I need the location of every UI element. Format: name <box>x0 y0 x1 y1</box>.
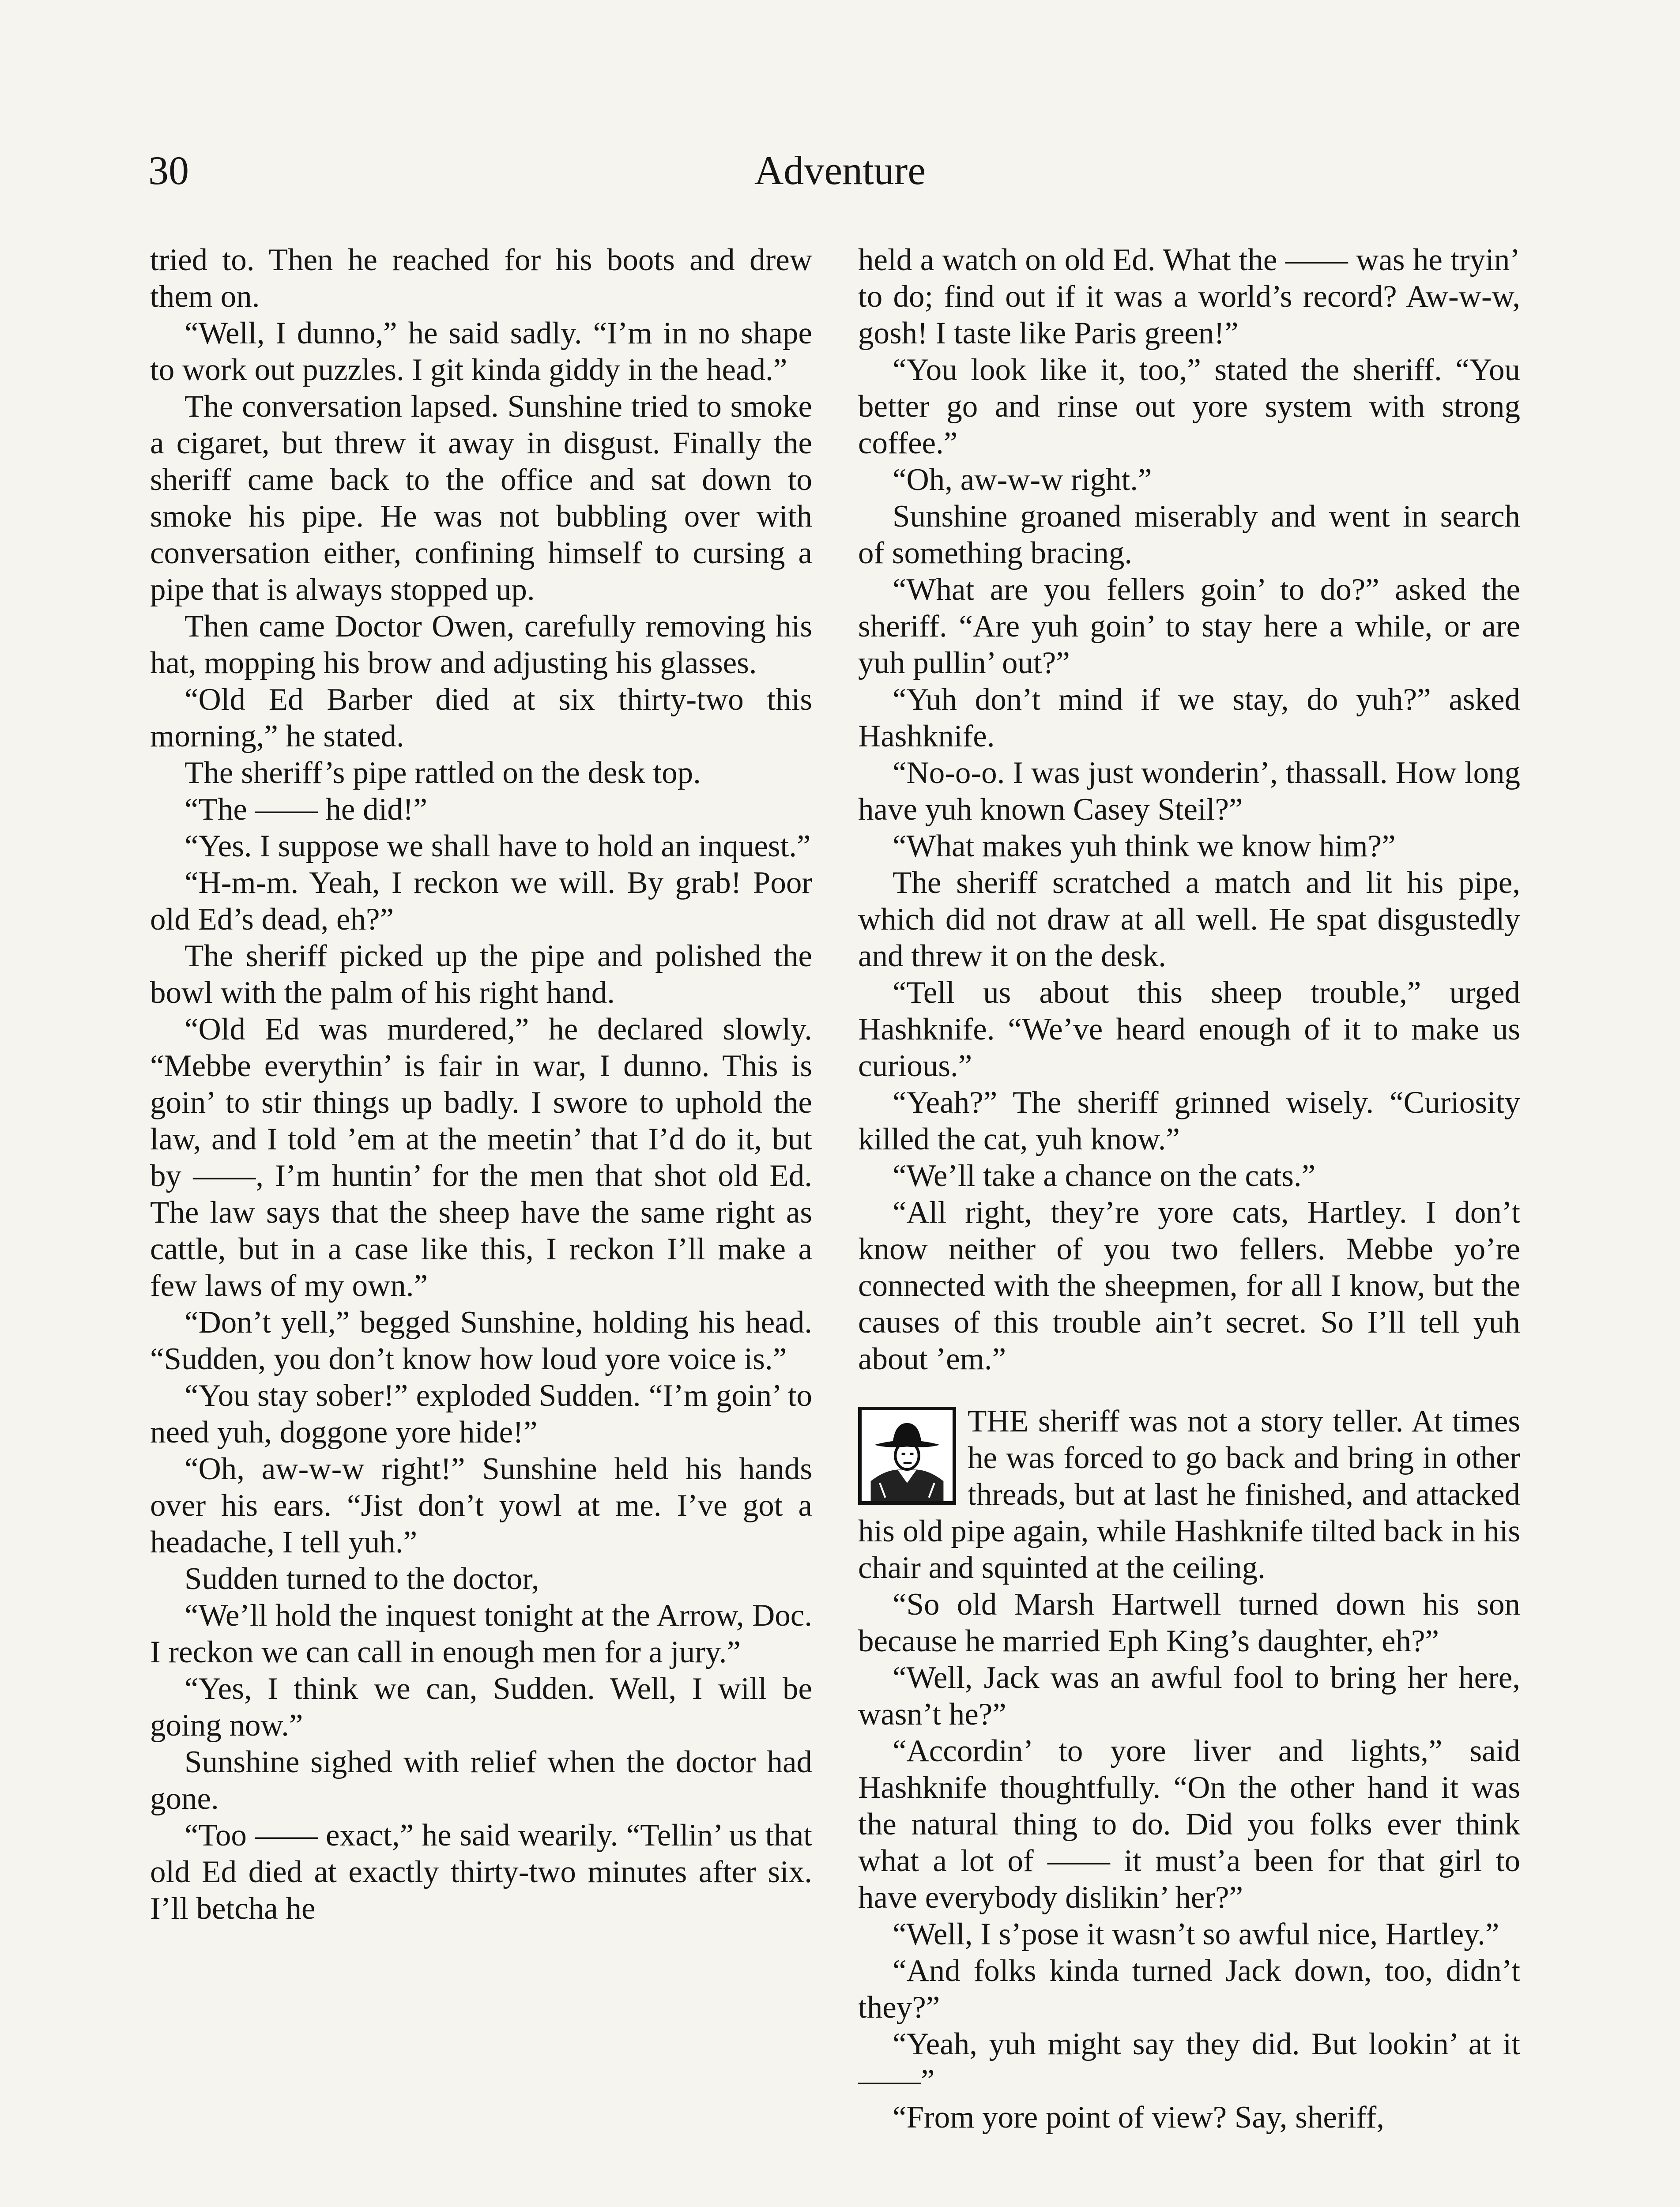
paragraph: Sunshine groaned miserably and went in search of something bracing. <box>858 499 1520 570</box>
cowboy-vignette-icon <box>858 1407 956 1505</box>
paragraph: “From yore point of view? Say, sheriff, <box>893 2100 1385 2135</box>
paragraph: “Tell us about this sheep trouble,” urged Hashknife. “We’ve heard enough of it to make us curious.” <box>858 975 1520 1083</box>
paragraph: The conversation lapsed. Sunshine tried to smoke a cigaret, but threw it away in disgust. Finally the sheriff came back to the office and sat down to smoke his pipe. He was not bubbling over with conversation either, confining himself to cursing a pipe that is always stopped up. <box>150 389 812 607</box>
paragraph: “What are you fellers goin’ to do?” asked the sheriff. “Are yuh goin’ to stay here a while, or are yuh pullin’ out?” <box>858 572 1520 680</box>
paragraph: “So old Marsh Hartwell turned down his son because he married Eph King’s daughter, eh?” <box>858 1587 1520 1658</box>
paragraph: “We’ll hold the inquest tonight at the Arrow, Doc. I reckon we can call in enough men for a jury.” <box>150 1598 812 1669</box>
running-head-title: Adventure <box>754 148 926 193</box>
paragraph: “Oh, aw-w-w right.” <box>893 463 1152 497</box>
paragraph: “Yes. I suppose we shall have to hold an inquest.” <box>185 829 811 863</box>
paragraph: “Too —— exact,” he said wearily. “Tellin’ us that old Ed died at exactly thirty-two minutes after six. I’ll betcha he <box>150 1818 812 1926</box>
paragraph: The sheriff picked up the pipe and polished the bowl with the palm of his right hand. <box>150 939 812 1010</box>
paragraph: tried to. Then he reached for his boots and drew them on. <box>150 243 812 314</box>
paragraph: Sudden turned to the doctor, <box>185 1562 539 1596</box>
paragraph: “Well, Jack was an awful fool to bring her here, wasn’t he?” <box>858 1661 1520 1732</box>
paragraph: “You stay sober!” exploded Sudden. “I’m goin’ to need yuh, doggone yore hide!” <box>150 1378 812 1450</box>
paragraph: “No-o-o. I was just wonderin’, thassall. How long have yuh known Casey Steil?” <box>858 756 1520 827</box>
paragraph: “Oh, aw-w-w right!” Sunshine held his hands over his ears. “Jist don’t yowl at me. I’ve got a headache, I tell yuh.” <box>150 1452 812 1559</box>
paragraph: The sheriff scratched a match and lit his pipe, which did not draw at all well. He spat disgustedly and threw it on the desk. <box>858 866 1520 973</box>
paragraph: Then came Doctor Owen, carefully removing his hat, mopping his brow and adjusting his glasses. <box>150 609 812 680</box>
paragraph: “What makes yuh think we know him?” <box>893 829 1396 863</box>
left-column <box>150 242 812 1927</box>
paragraph: “Yeah, yuh might say they did. But lookin’ at it——” <box>858 2027 1520 2098</box>
paragraph: “Old Ed was murdered,” he declared slowly. “Mebbe everythin’ is fair in war, I dunno. This is goin’ to stir things up badly. I swore to uphold the law, and I told ’em at the meetin’ that I’d do it, but by ——, I’m huntin’ for the men that shot old Ed. The law says that the sheep have the same right as cattle, but in a case like this, I reckon I’ll make a few laws of my own.” <box>150 1012 812 1303</box>
paragraph: “Yes, I think we can, Sudden. Well, I will be going now.” <box>150 1672 812 1743</box>
paragraph: “Yuh don’t mind if we stay, do yuh?” asked Hashknife. <box>858 682 1520 753</box>
paragraph: “Yeah?” The sheriff grinned wisely. “Curiosity killed the cat, yuh know.” <box>858 1085 1520 1156</box>
paragraph: “H-m-m. Yeah, I reckon we will. By grab! Poor old Ed’s dead, eh?” <box>150 866 812 937</box>
section-break <box>858 1378 1520 1403</box>
paragraph: “Don’t yell,” begged Sunshine, holding his head. “Sudden, you don’t know how loud yore voice is.” <box>150 1305 812 1376</box>
paragraph: “We’ll take a chance on the cats.” <box>893 1159 1316 1193</box>
paragraph: held a watch on old Ed. What the —— was he tryin’ to do; find out if it was a world’s record? Aw-w-w, gosh! I taste like Paris green!” <box>858 243 1520 350</box>
paragraph: “Accordin’ to yore liver and lights,” said Hashknife thoughtfully. “On the other hand it was the natural thing to do. Did you folks ever think what a lot of —— it must’a been for that girl to have everybody dislikin’ her?” <box>858 1734 1520 1915</box>
paragraph: The sheriff’s pipe rattled on the desk top. <box>185 756 701 790</box>
paragraph: “The —— he did!” <box>185 792 428 827</box>
section-opening <box>858 1403 1520 1586</box>
section-opening-paragraph: THE sheriff was not a story teller. At times he was forced to go back and bring in other threads, but at last he finished, and attacked his old pipe again, while Hashknife tilted back in his chair and squinted at the ceiling. <box>858 1404 1520 1585</box>
paragraph: “And folks kinda turned Jack down, too, didn’t they?” <box>858 1954 1520 2025</box>
right-column <box>858 242 1520 2136</box>
paragraph: Sunshine sighed with relief when the doctor had gone. <box>150 1745 812 1816</box>
paragraph: “You look like it, too,” stated the sheriff. “You better go and rinse out yore system with strong coffee.” <box>858 353 1520 460</box>
page-number: 30 <box>148 148 189 193</box>
paragraph: “Old Ed Barber died at six thirty-two this morning,” he stated. <box>150 682 812 753</box>
paragraph: “Well, I s’pose it wasn’t so awful nice, Hartley.” <box>893 1917 1499 1951</box>
paragraph: “All right, they’re yore cats, Hartley. I don’t know neither of you two fellers. Mebbe yo’re connected with the sheepmen, for all I know, but the causes of this trouble ain’t secret. So I’ll tell yuh about ’em.” <box>858 1195 1520 1376</box>
paragraph: “Well, I dunno,” he said sadly. “I’m in no shape to work out puzzles. I git kinda giddy in the head.” <box>150 316 812 387</box>
